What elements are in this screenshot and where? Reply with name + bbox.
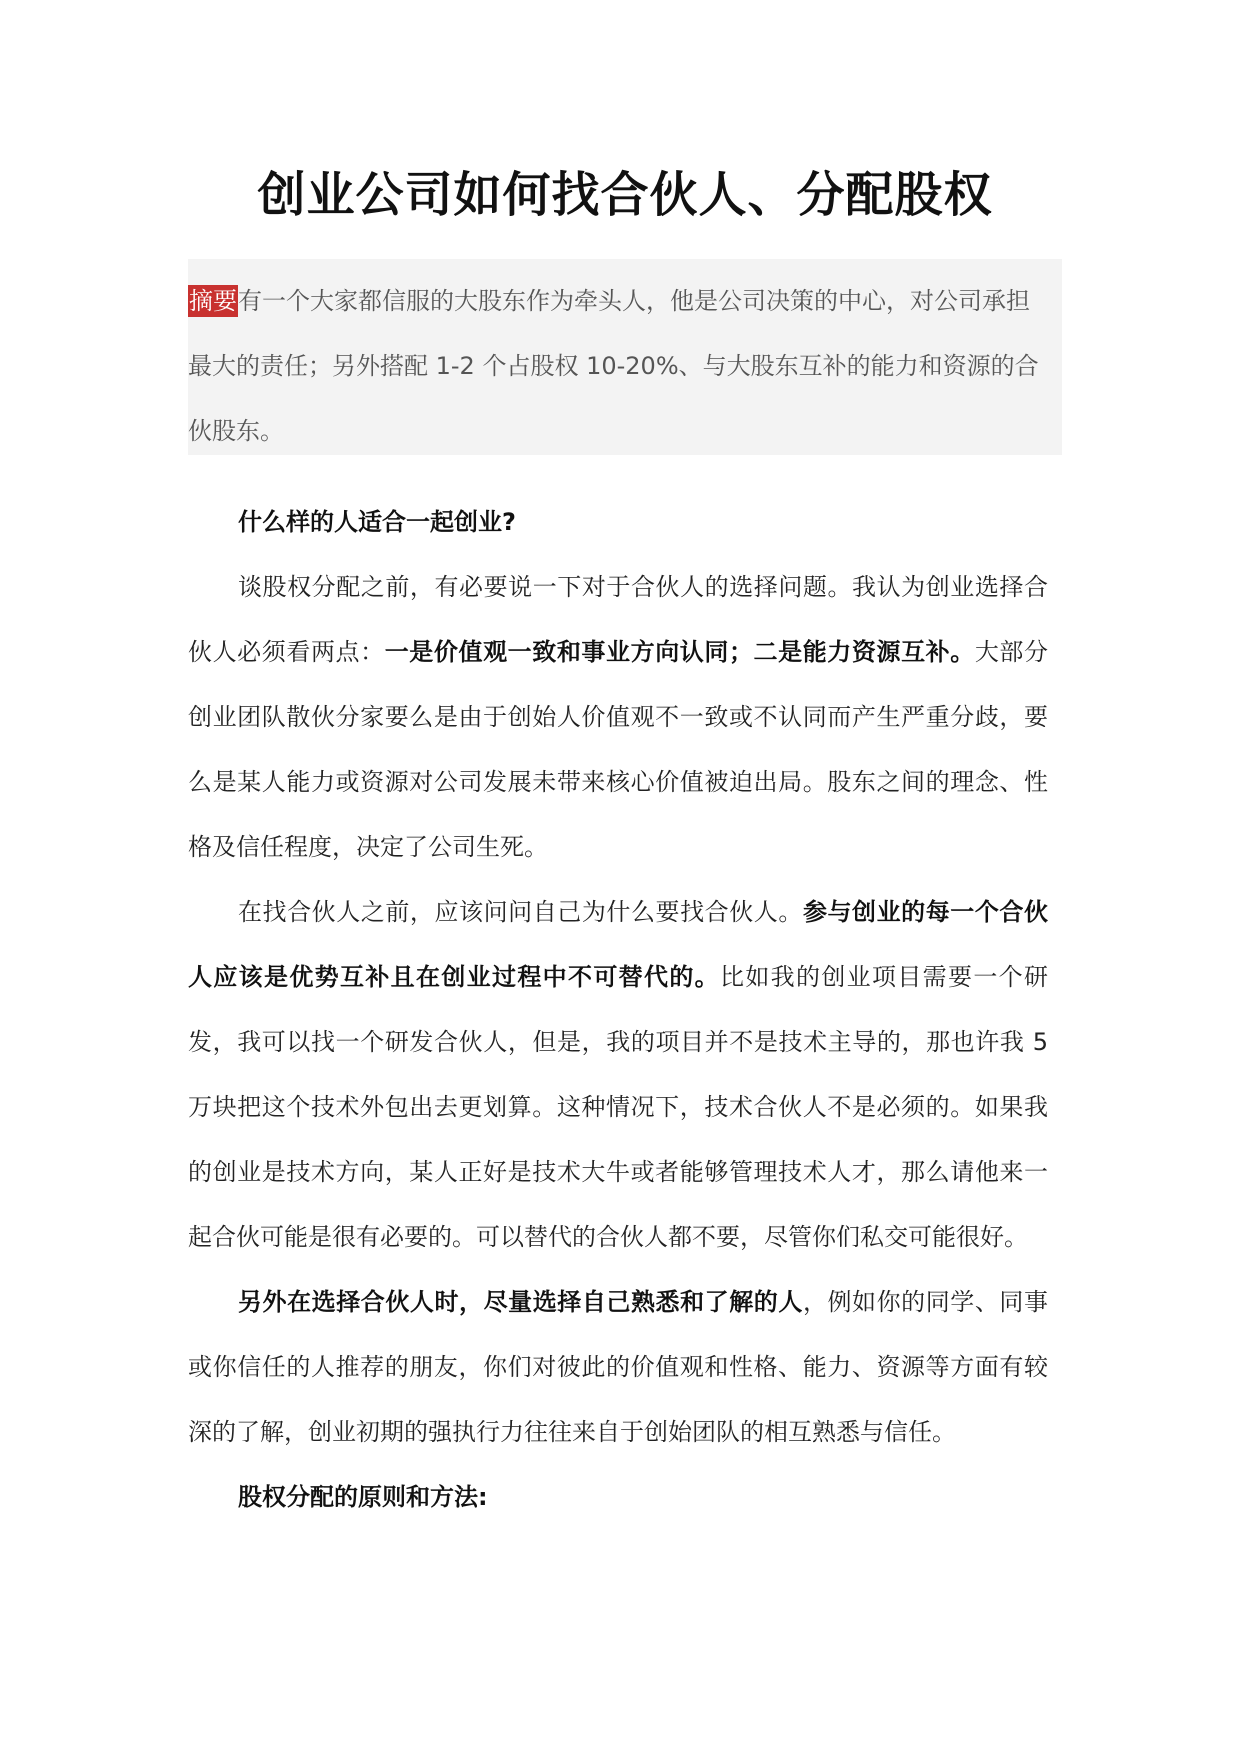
abstract-tag: 摘要 (189, 287, 237, 315)
paragraph-text: ，例如你的同学、同事或你信任的人推荐的朋友，你们对彼此的价值观和性格、能力、资源等方面有较深的了解，创业初期的强执行力往往来自于创始团队的相互熟悉与信任。 (188, 1288, 1048, 1446)
paragraph-familiar-partners (188, 1270, 1048, 1465)
document-body (188, 490, 1048, 1530)
paragraph-text: 谈股权分配之前，有必要说一下对于合伙人的选择问题。我认为创业选择合伙人必须看两点： (188, 573, 1048, 666)
paragraph-text: 在找合伙人之前，应该问问自己为什么要找合伙人。 (238, 898, 803, 926)
paragraph-why-partners (188, 880, 1048, 1270)
bold-text: 另外在选择合伙人时，尽量选择自己熟悉和了解的人 (238, 1288, 803, 1316)
document-title: 创业公司如何找合伙人、分配股权 (257, 167, 993, 223)
paragraph-partner-criteria (188, 555, 1048, 880)
section-heading-partners: 什么样的人适合一起创业? (238, 508, 516, 536)
abstract-text: 有一个大家都信服的大股东作为牵头人，他是公司决策的中心，对公司承担最大的责任；另外搭配 1-2 个占股权 10-20%、与大股东互补的能力和资源的合伙股东。 (188, 287, 1039, 445)
paragraph-text: 大部分创业团队散伙分家要么是由于创始人价值观不一致或不认同而产生严重分歧，要么是某人能力或资源对公司发展未带来核心价值被迫出局。股东之间的理念、性格及信任程度，决定了公司生死。 (188, 638, 1049, 861)
paragraph-text: 比如我的创业项目需要一个研发，我可以找一个研发合伙人，但是，我的项目并不是技术主导的，那也许我 5 万块把这个技术外包出去更划算。这种情况下，技术合伙人不是必须的。如果我的创业是技术方向，某人正好是技术大牛或者能够管理技术人才，那么请他来一起合伙可能是很有必要的。可以替代的合伙人都不要，尽管你们私交可能很好。 (188, 963, 1048, 1251)
abstract-box (188, 259, 1062, 455)
section-heading-equity: 股权分配的原则和方法: (238, 1483, 488, 1511)
bold-text: 参与创业的每一个合伙人应该是优势互补且在创业过程中不可替代的。 (188, 898, 1048, 991)
bold-text: 一是价值观一致和事业方向认同；二是能力资源互补。 (384, 638, 975, 666)
